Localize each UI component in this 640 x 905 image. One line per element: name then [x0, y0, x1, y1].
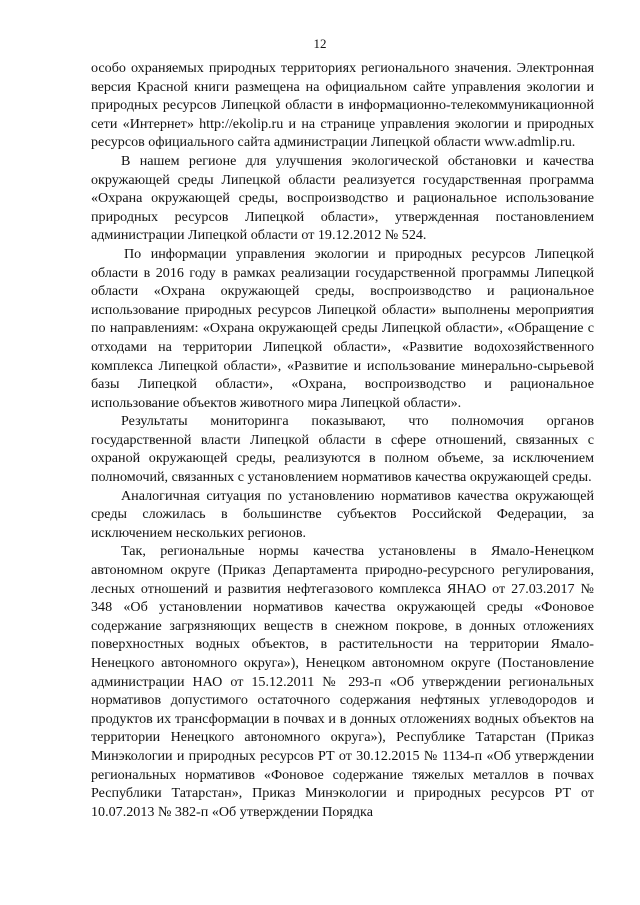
paragraph-2016-activities: По информации управления экологии и природных ресурсов Липецкой области в 2016 году в рамках реализации государственной программы Липецкой области «Охрана окружающей среды, воспроизводство и рациональное использование природных ресурсов Липецкой области» выполнены мероприятия по направлениям: «Охрана окружающей среды Липецкой области», «Обращение с отходами на территории Липецкой области», «Развитие водохозяйственного комплекса Липецкой области», «Развитие и использование минерально-сырьевой базы Липецкой области», «Охрана, воспроизводство и рациональное использование объектов животного мира Липецкой области».: [91, 245, 594, 411]
paragraph-similar-situation: Аналогичная ситуация по установлению нормативов качества окружающей среды сложилась в большинстве субъектов Российской Федерации, за исключением нескольких регионов.: [91, 487, 594, 541]
document-body: [91, 59, 594, 821]
paragraph-red-book-info: особо охраняемых природных территориях регионального значения. Электронная версия Красной книги размещена на официальном сайте управления экологии и природных ресурсов Липецкой области в информационно-телекоммуникационной сети «Интернет» http://ekolip.ru и на странице управления экологии и природных ресурсов официального сайта администрации Липецкой области www.admlip.ru.: [91, 60, 594, 151]
paragraph-monitoring-results: Результаты мониторинга показывают, что полномочия органов государственной власти Липецкой области в сфере отношений, связанных с охраной окружающей среды, реализуются в полном объеме, за исключением полномочий, связанных с установлением нормативов качества окружающей среды.: [91, 413, 594, 486]
page-number: 12: [313, 36, 327, 51]
paragraph-regional-norms: Так, региональные нормы качества установлены в Ямало-Ненецком автономном округе (Приказ Департамента природно-ресурсного регулирования, лесных отношений и развития нефтегазового комплекса ЯНАО от 27.03.2017 № 348 «Об установлении нормативов качества окружающей среды «Фоновое содержание загрязняющих веществ в снежном покрове, в донных отложениях поверхностных водных объектов, в растительности на территории Ямало-Ненецкого автономного округа»), Ненецком автономном округе (Постановление администрации НАО от 15.12.2011 № 293-п «Об утверждении региональных нормативов допустимого остаточного содержания нефтяных углеводородов и продуктов их трансформации в почвах и в донных отложениях водных объектов на территории Ненецкого автономного округа»), Республике Татарстан (Приказ Минэкологии и природных ресурсов РТ от 30.12.2015 № 1134-п «Об утверждении региональных нормативов «Фоновое содержание тяжелых металлов в почвах Республики Татарстан», Приказ Минэкологии и природных ресурсов РТ от 10.07.2013 № 382-п «Об утверждении Порядка: [91, 543, 594, 820]
paragraph-state-program: В нашем регионе для улучшения экологической обстановки и качества окружающей среды Липецкой области реализуется государственная программа «Охрана окружающей среды, воспроизводство и рациональное использование природных ресурсов Липецкой области», утвержденная постановлением администрации Липецкой области от 19.12.2012 № 524.: [91, 152, 594, 244]
